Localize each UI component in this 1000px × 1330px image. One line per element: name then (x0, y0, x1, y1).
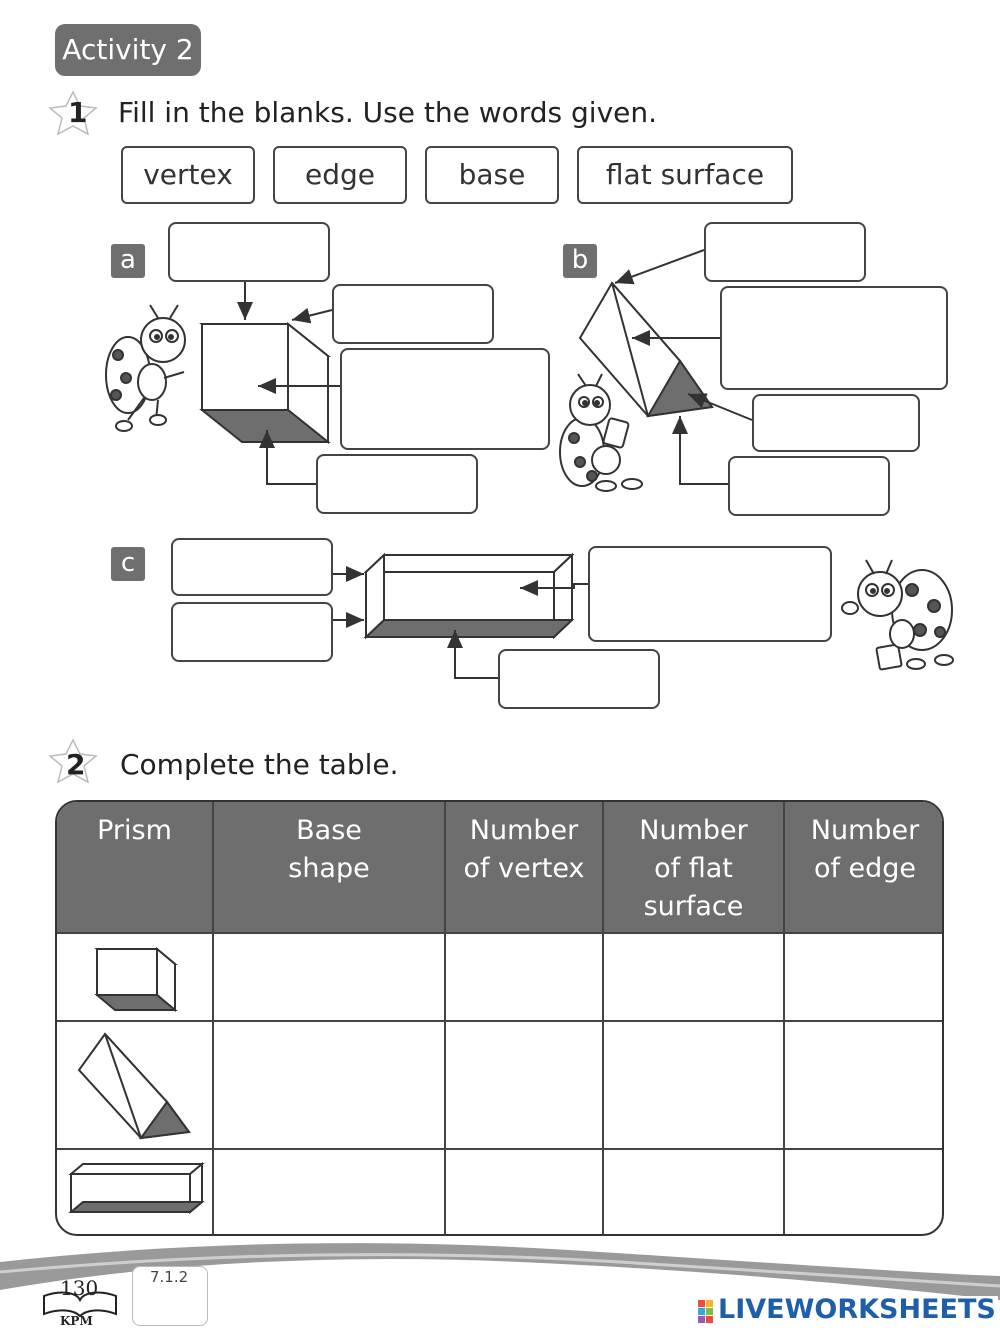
word-edge: edge (273, 146, 407, 204)
page-number: 130 (60, 1276, 99, 1300)
publisher-label: KPM (60, 1314, 93, 1328)
question-1-number: 1 (68, 96, 88, 129)
question-2-number: 2 (66, 748, 86, 781)
part-c-label: c (111, 547, 145, 581)
header-number-of-vertex: Number of vertex (446, 802, 602, 932)
liveworksheets-watermark: LIVEWORKSHEETS (718, 1294, 996, 1325)
header-number-of-edge: Number of edge (785, 802, 944, 932)
part-b-label: b (563, 244, 597, 278)
question-2-instruction: Complete the table. (120, 748, 399, 781)
header-base-shape: Base shape (214, 802, 444, 932)
word-flat-surface: flat surface (577, 146, 793, 204)
standard-code: 7.1.2 (150, 1268, 189, 1286)
header-number-of-flat-surface: Number of flat surface (604, 802, 783, 932)
word-base: base (425, 146, 559, 204)
activity-title: Activity 2 (55, 24, 201, 76)
word-vertex: vertex (121, 146, 255, 204)
header-prism: Prism (57, 802, 212, 932)
question-1-instruction: Fill in the blanks. Use the words given. (118, 96, 658, 129)
part-a-label: a (111, 244, 145, 278)
